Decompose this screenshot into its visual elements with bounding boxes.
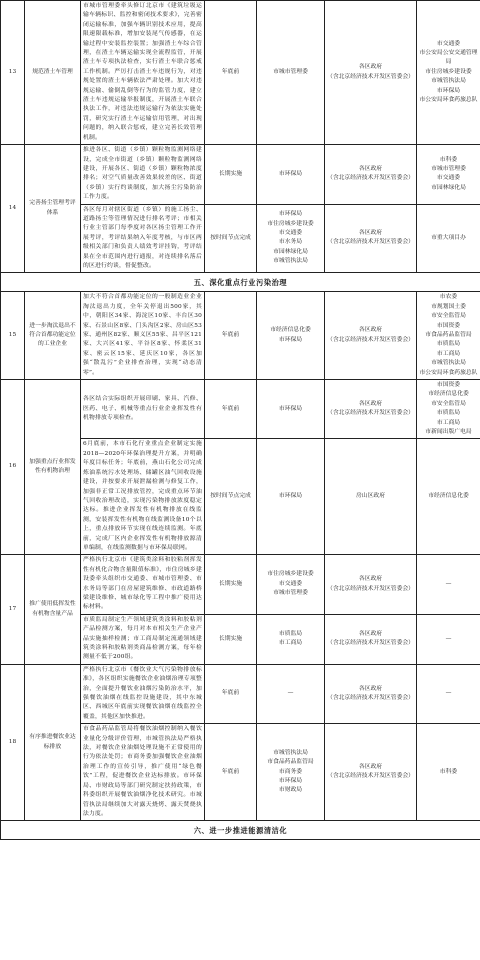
measure-content: 市质监局制定生产领域建筑类涂料和胶粘剂产品检测方案，每月对本市相关生产企业产品实施抽样检测；市工商局制定流通领域建筑类涂料和胶粘剂类商品检测方案，每年检测量不低于200组。 bbox=[81, 614, 205, 664]
deadline: 长期实施 bbox=[205, 145, 257, 204]
cooperating-units: — bbox=[417, 614, 480, 664]
lead-department: 市住房城乡建设委 市交通委 市城市管理委 bbox=[257, 555, 325, 614]
cooperating-units: 市国资委 市经济信息化委 市安全监管局 市质监局 市工商局 市新闻出版广电局 bbox=[417, 380, 480, 439]
measure-content: 各区每月对辖区街道（乡镇）的施工扬尘、道路扬尘等管理情况进行排名考评；市相关行业主管部门每季度对各区扬尘管理工作开展考评，考评结果纳入年度考核，与市区两级相关部门和负责人绩效考评挂钩，考评结果在全市范围内进行通报，对连续排名落后的区进行约谈，督促整改。 bbox=[81, 204, 205, 273]
lead-department: — bbox=[257, 664, 325, 723]
lead-department: 市环保局 bbox=[257, 145, 325, 204]
measure-content: 各区结合实际组织开展印刷、家具、汽修、医药、电子、机械等重点行业企业挥发性有机物排放专项检查。 bbox=[81, 380, 205, 439]
section-6-body bbox=[1, 821, 480, 840]
task-name: 加强重点行业挥发性有机物治理 bbox=[25, 380, 81, 555]
row-number: 16 bbox=[1, 380, 25, 555]
responsible-unit: 房山区政府 bbox=[325, 439, 417, 555]
row-number: 13 bbox=[1, 1, 25, 145]
deadline: 年底前 bbox=[205, 292, 257, 380]
table-row bbox=[1, 292, 480, 380]
cooperating-units: 市经济信息化委 bbox=[417, 439, 480, 555]
cooperating-units: 市科委 bbox=[417, 724, 480, 821]
measure-content: 推进各区、街道（乡镇）颗粒物监测网络建设，完成全市街道（乡镇）颗粒物监测网络建设，开展各区、街道（乡镇）颗粒物浓度排名；对空气质量改善效果较差的区、街道（乡镇）实行约谈制度，加大扬尘污染防治工作力度。 bbox=[81, 145, 205, 204]
table-row bbox=[1, 555, 480, 614]
section-heading: 六、进一步推进能源清洁化 bbox=[1, 821, 480, 840]
measure-content: 加大不符合首都功能定位的一般制造业企业淘汰退出力度，全年关停退出500家，其中，朝阳区34家、海淀区10家、丰台区30家、石景山区8家、门头沟区2家、房山区53家、通州区82家、顺义区55家、昌平区121家、大兴区41家、平谷区8家、怀柔区31家、密云区15家、延庆区10家，各区加强“散乱污”企业排查治理，实现“动态清零”。 bbox=[81, 292, 205, 380]
lead-department: 市经济信息化委 市环保局 bbox=[257, 292, 325, 380]
lead-department: 市环保局 市住房城乡建设委 市交通委 市水务局 市园林绿化局 市城管执法局 bbox=[257, 204, 325, 273]
deadline: 长期实施 bbox=[205, 555, 257, 614]
deadline: 长期实施 bbox=[205, 614, 257, 664]
responsible-unit: 各区政府 （含北京经济技术开发区管委会） bbox=[325, 614, 417, 664]
responsible-unit: 各区政府 （含北京经济技术开发区管委会） bbox=[325, 292, 417, 380]
responsible-unit: 各区政府 （含北京经济技术开发区管委会） bbox=[325, 145, 417, 204]
cooperating-units: 市重大项目办 bbox=[417, 204, 480, 273]
task-name: 推广使用低挥发性有机物含量产品 bbox=[25, 555, 81, 664]
deadline: 年底前 bbox=[205, 724, 257, 821]
deadline: 年底前 bbox=[205, 1, 257, 145]
table-row bbox=[1, 145, 480, 204]
row-number: 15 bbox=[1, 292, 25, 380]
deadline: 年底前 bbox=[205, 380, 257, 439]
deadline: 年底前 bbox=[205, 664, 257, 723]
measure-content: 市食品药品监管局将餐饮油烟控制纳入餐饮业量化分级评价管理，市城管执法局严格执法，对餐饮企业油烟处理设施不正常使用的行为依法处罚；市商务委加强餐饮企业油烟治理工作的宣传引导，推广使用“绿色餐饮”工程，促进餐饮企业达标排放。市环保局、市财政局等部门研究制定扶持政策，市科委组织开展餐饮油烟净化技术研究。市城管执法局继续加大对露天烧烤、露天焚烧执法力度。 bbox=[81, 724, 205, 821]
row-number: 18 bbox=[1, 664, 25, 821]
responsible-unit: 各区政府 （含北京经济技术开发区管委会） bbox=[325, 555, 417, 614]
section-5-body bbox=[1, 273, 480, 292]
section-row bbox=[1, 273, 480, 292]
table-row bbox=[1, 664, 480, 723]
table-body-before bbox=[1, 1, 480, 273]
cooperating-units: — bbox=[417, 664, 480, 723]
responsible-unit: 各区政府 （含北京经济技术开发区管委会） bbox=[325, 724, 417, 821]
cooperating-units: 市科委 市城市管理委 市交通委 市园林绿化局 bbox=[417, 145, 480, 204]
responsible-unit: 各区政府 （含北京经济技术开发区管委会） bbox=[325, 204, 417, 273]
lead-department: 市环保局 bbox=[257, 439, 325, 555]
task-name: 完善扬尘管理考评体系 bbox=[25, 145, 81, 273]
task-name: 进一步淘汰退出不符合首都功能定位的工业企业 bbox=[25, 292, 81, 380]
measure-content: 6月底前，本市石化行业重点企业制定实施2018—2020年环保治理提升方案，并明确年度目标任务；年底前，燕山石化公司完成炼油系统污水处理场、储罐区油气回收设施建设，并按要求开展泄漏检测与修复工作，加强非正常工况排放管控，完成重点环节油气回收治理改造，实现污染物排放浓度稳定达标。推进企业挥发性有机物排放在线监测，安装挥发性有机物在线监测设备10个以上，重点排放环节实现在线连续监测。年底前，完成厂区内企业挥发性有机物排放源清单编制，在线监测数据与市环保局联网。 bbox=[81, 439, 205, 555]
responsible-unit: 各区政府 （含北京经济技术开发区管委会） bbox=[325, 380, 417, 439]
table-body-after bbox=[1, 292, 480, 821]
section-heading: 五、深化重点行业污染治理 bbox=[1, 273, 480, 292]
measure-content: 严格执行北京市《建筑类涂料和胶粘剂挥发性有机化合物含量限值标准》，市住房城乡建设委牵头组织市交通委、市城市管理委、市水务局等部门在房屋建筑维修、市政道路桥梁建设维修、城市绿化等工程中推广使用达标材料。 bbox=[81, 555, 205, 614]
lead-department: 市城管执法局 市食品药品监管局 市商务委 市环保局 市财政局 bbox=[257, 724, 325, 821]
responsible-unit: 各区政府 （含北京经济技术开发区管委会） bbox=[325, 664, 417, 723]
responsible-unit: 各区政府 （含北京经济技术开发区管委会） bbox=[325, 1, 417, 145]
lead-department: 市环保局 bbox=[257, 380, 325, 439]
deadline: 按时间节点完成 bbox=[205, 439, 257, 555]
row-number: 17 bbox=[1, 555, 25, 664]
cooperating-units: 市农委 市规划国土委 市安全监管局 市国资委 市食品药品监管局 市质监局 市工商局 市城管执法局 市公安局环食药旅总队 bbox=[417, 292, 480, 380]
table-row bbox=[1, 1, 480, 145]
measure-content: 市城市管理委牵头修订北京市《建筑垃圾运输车辆标识、监控和密闭技术要求》，完善密闭运输标准，加强车辆识别技术应用，提高限速限载标准，增加安装尾气传感器，在运输过程中安装监控装置；加强渣土车综合管理，在渣土车辆运输实现全流程监管，开展渣土车专项执法检查，实行渣土车联合惩戒工作机制。严厉打击渣土车违规行为，对违规处置的渣土车辆依法严肃处理。加大对违规运输、偷倒乱倒等行为的监管力度，建立渣土车违规运输举报制度，开展渣土车联合执法工作，对违法违规运输行为依法实施处罚，研究实行渣土车运输信用管理，对出现问题的，纳入联合惩戒，建立完善长效管理机制。 bbox=[81, 1, 205, 145]
task-name: 有序推进餐饮业达标排放 bbox=[25, 664, 81, 821]
cooperating-units: — bbox=[417, 555, 480, 614]
cooperating-units: 市交通委 市公安局公安交通管理局 市住房城乡建设委 市城管执法局 市环保局 市公安局环食药旅总队 bbox=[417, 1, 480, 145]
lead-department: 市质监局 市工商局 bbox=[257, 614, 325, 664]
table-row bbox=[1, 380, 480, 439]
section-row bbox=[1, 821, 480, 840]
lead-department: 市城市管理委 bbox=[257, 1, 325, 145]
deadline: 按时间节点完成 bbox=[205, 204, 257, 273]
measure-content: 严格执行北京市《餐饮业大气污染物排放标准》，各区组织实施餐饮企业油烟治理专项整治，全面提升餐饮业油烟污染防治水平，加强餐饮油烟在线监控设施建设，其中东城区、西城区年底前实现餐饮油烟在线监控全覆盖，其他区加快推进。 bbox=[81, 664, 205, 723]
row-number: 14 bbox=[1, 145, 25, 273]
task-name: 规范渣土车管理 bbox=[25, 1, 81, 145]
